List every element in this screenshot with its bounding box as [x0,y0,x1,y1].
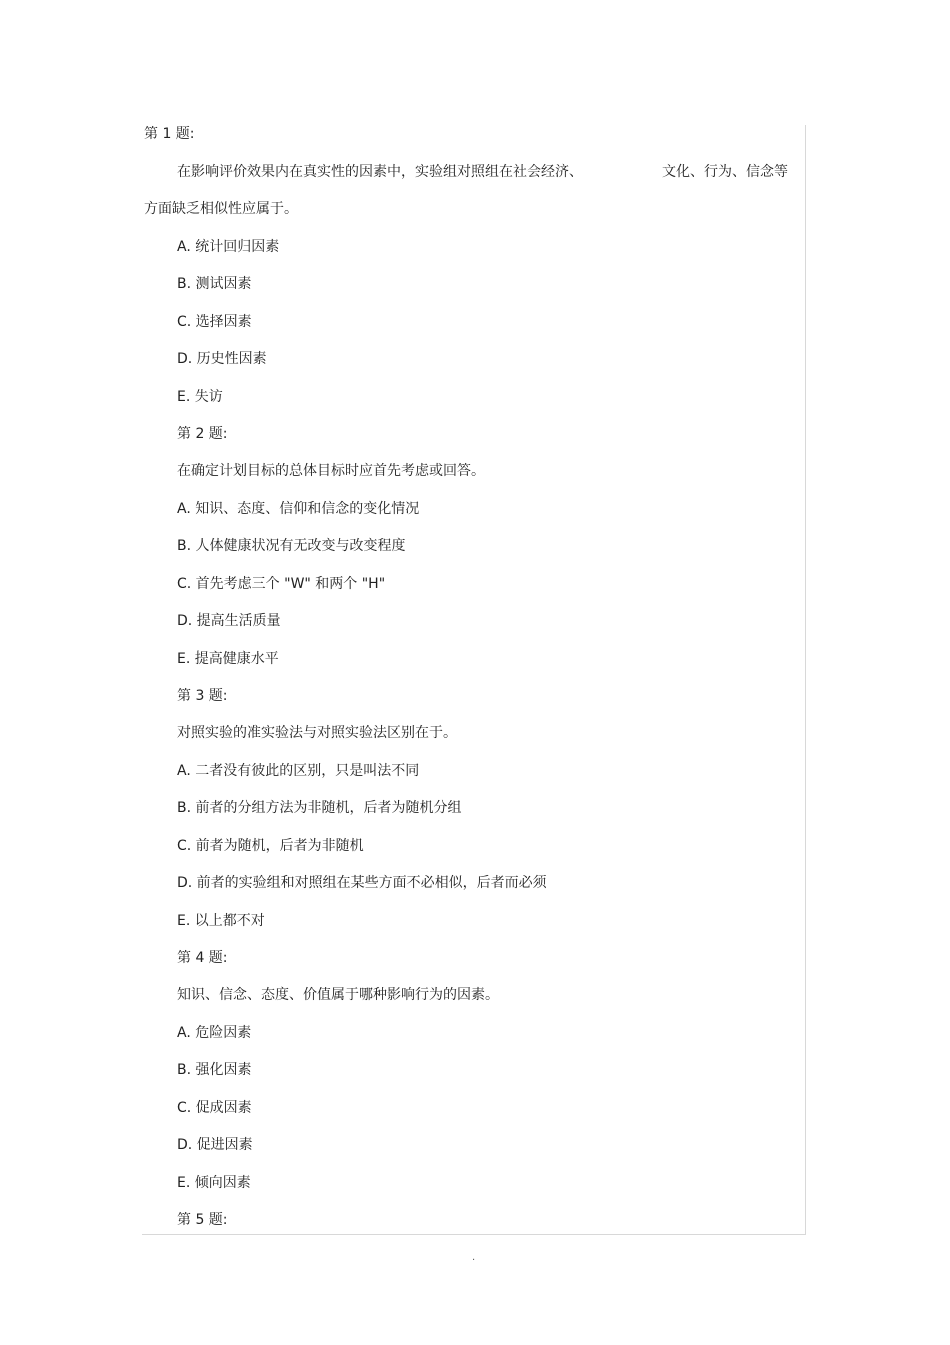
question-1-option-c: C. 选择因素 [177,314,252,330]
footer-mark: . [472,1252,476,1263]
question-2-option-a: A. 知识、态度、信仰和信念的变化情况 [177,501,420,517]
question-1-option-a: A. 统计回归因素 [177,239,280,255]
question-2-option-e: E. 提高健康水平 [177,651,279,667]
question-3-option-b: B. 前者的分组方法为非随机，后者为随机分组 [177,800,462,816]
question-3-option-e: E. 以上都不对 [177,913,265,929]
question-4-option-d: D. 促进因素 [177,1137,253,1153]
question-2-option-b: B. 人体健康状况有无改变与改变程度 [177,538,406,554]
question-1-stem-line2: 方面缺乏相似性应属于。 [144,201,298,217]
question-2-option-d: D. 提高生活质量 [177,613,281,629]
question-1-option-d: D. 历史性因素 [177,351,267,367]
question-2-heading: 第 2 题: [177,426,228,442]
question-3-heading: 第 3 题: [177,688,228,704]
question-5-heading: 第 5 题: [177,1212,228,1228]
question-4-stem: 知识、信念、态度、价值属于哪种影响行为的因素。 [177,987,499,1003]
question-3-option-c: C. 前者为随机，后者为非随机 [177,838,364,854]
question-1-stem-part2: 文化、行为、信念等 [662,164,788,180]
question-4-option-c: C. 促成因素 [177,1100,252,1116]
question-4-heading: 第 4 题: [177,950,228,966]
question-4-option-a: A. 危险因素 [177,1025,252,1041]
question-1-stem-part1: 在影响评价效果内在真实性的因素中，实验组对照组在社会经济、 [177,164,583,180]
question-1-heading: 第 1 题: [144,126,195,142]
question-3-option-d: D. 前者的实验组和对照组在某些方面不必相似，后者而必须 [177,875,547,891]
question-3-stem: 对照实验的准实验法与对照实验法区别在于。 [177,725,457,741]
question-2-stem: 在确定计划目标的总体目标时应首先考虑或回答。 [177,463,485,479]
question-2-option-c: C. 首先考虑三个 "W" 和两个 "H" [177,576,386,592]
question-4-option-e: E. 倾向因素 [177,1175,251,1191]
question-1-option-e: E. 失访 [177,389,223,405]
question-4-option-b: B. 强化因素 [177,1062,252,1078]
question-1-option-b: B. 测试因素 [177,276,252,292]
question-3-option-a: A. 二者没有彼此的区别，只是叫法不同 [177,763,420,779]
